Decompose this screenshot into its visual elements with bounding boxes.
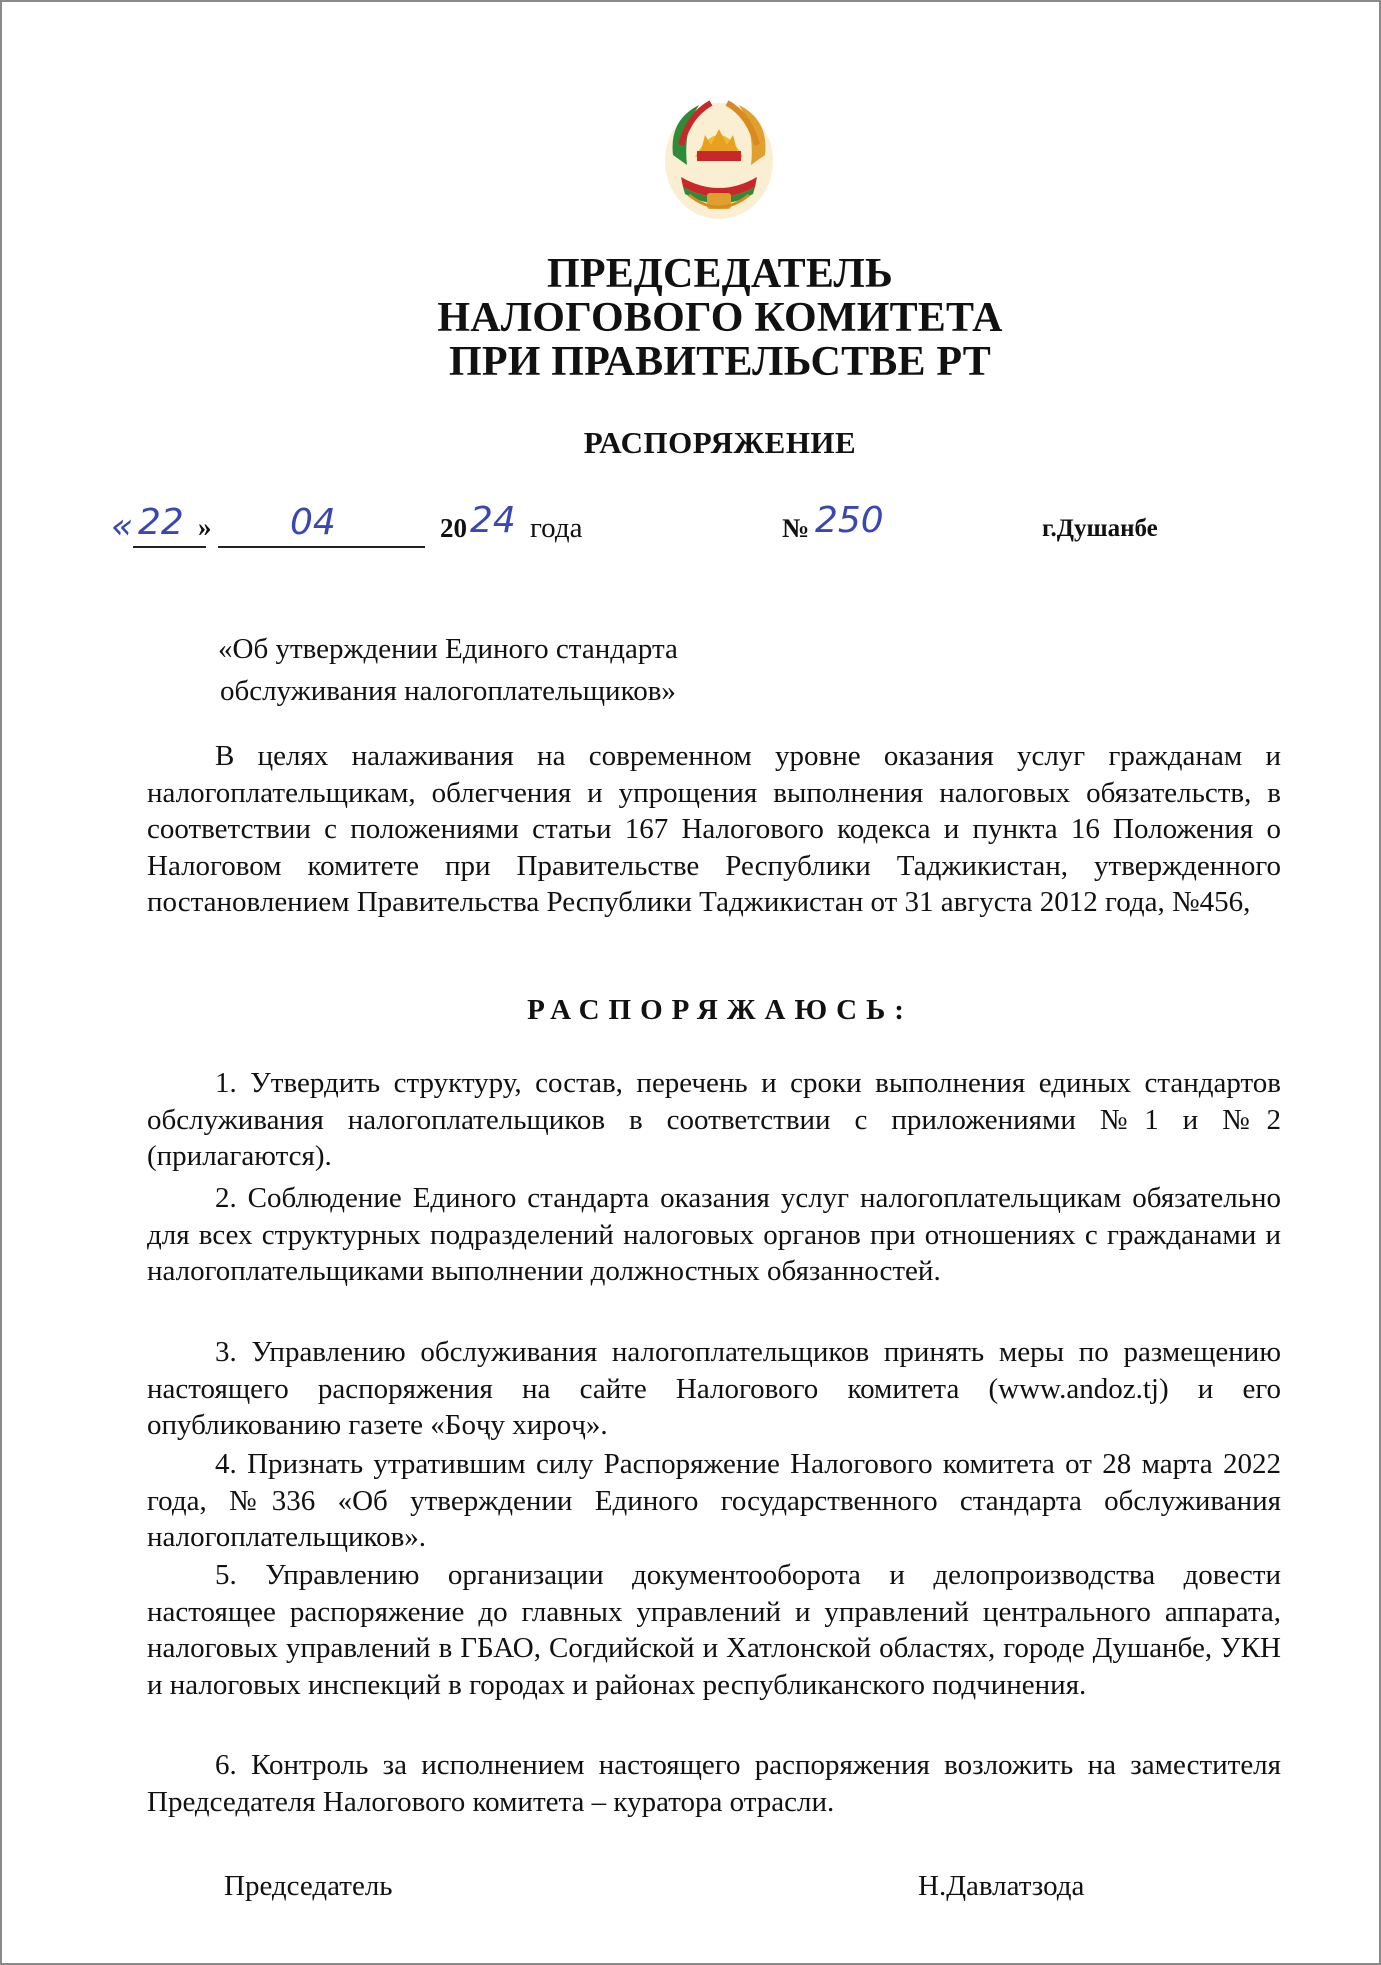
order-item-2: 2. Соблюдение Единого стандарта оказания услуг налогоплательщикам обязательно для всех структурных подразделений налоговых органов при отношениях с гражданами и налогоплательщиками выполнении должностных обязанностей.: [147, 1182, 1281, 1287]
order-item-1: 1. Утвердить структуру, состав, перечень и сроки выполнения единых стандартов обслуживания налогоплательщиков в соответствии с приложениями №1 и №2 (прилагаются).: [147, 1067, 1281, 1172]
date-month: 04: [290, 502, 336, 543]
issuer-title: [0, 252, 1381, 384]
month-underline: [218, 546, 425, 548]
number-sign: №: [782, 513, 810, 543]
order-item-6: 6. Контроль за исполнением настоящего распоряжения возложить на заместителя Председателя Налогового комитета – куратора отрасли.: [147, 1749, 1281, 1818]
date-day: 22: [138, 502, 184, 543]
subject-line: «Об утверждении Единого стандарта: [218, 633, 678, 665]
year-word: года: [530, 512, 583, 544]
title-line: ПРИ ПРАВИТЕЛЬСТВЕ РТ: [448, 339, 991, 385]
order-item-3: 3. Управлению обслуживания налогоплательщиков принять меры по размещению настоящего распоряжения на сайте Налогового комитета (www.andoz.tj) и его опубликованию газете «Боҷу хироҷ».: [147, 1336, 1281, 1441]
date-open-quote: «: [111, 506, 134, 547]
signatory-title: Председатель: [224, 1870, 393, 1902]
title-line: НАЛОГОВОГО КОМИТЕТА: [437, 295, 1003, 341]
signatory-name: Н.Давлатзода: [918, 1870, 1085, 1902]
state-emblem-icon: [659, 95, 779, 225]
preamble: В целях налаживания на современном уровне оказания услуг гражданам и налогоплательщикам, облегчения и упрощения выполнения налоговых обязательств, в соответствии с положениями статьи 167 Налогового кодекса и пункта 16 Положения о Налоговом комитете при Правительстве Республики Таджикистан, утвержденного постановлением Правительства Республики Таджикистан от 31 августа 2012 года, №456,: [147, 740, 1281, 918]
document-number: 250: [815, 500, 884, 541]
order-item-4: 4. Признать утратившим силу Распоряжение Налогового комитета от 28 марта 2022 года, №336 «Об утверждении Единого государственного стандарта обслуживания налогоплательщиков».: [147, 1448, 1281, 1553]
ordain-heading: РАСПОРЯЖАЮСЬ:: [527, 994, 913, 1026]
subject-line: обслуживания налогоплательщиков»: [220, 675, 676, 707]
title-line: ПРЕДСЕДАТЕЛЬ: [546, 251, 894, 297]
date-year-suffix: 24: [470, 500, 516, 541]
city: г.Душанбе: [1042, 515, 1158, 542]
date-year-prefix: 20: [440, 513, 467, 543]
order-item-5: 5. Управлению организации документооборота и делопроизводства довести настоящее распоряжение до главных управлений и управлений центрального аппарата, налоговых управлений в ГБАО, Согдийской и Хатлонской областях, городе Душанбе, УКН и налоговых инспекций в городах и районах республиканского подчинения.: [147, 1559, 1281, 1701]
day-underline: [133, 546, 206, 548]
order-subject: [218, 628, 678, 712]
date-close-quote: »: [198, 512, 212, 542]
date-number-line: [0, 502, 1381, 562]
document-type: РАСПОРЯЖЕНИЕ: [583, 425, 857, 460]
